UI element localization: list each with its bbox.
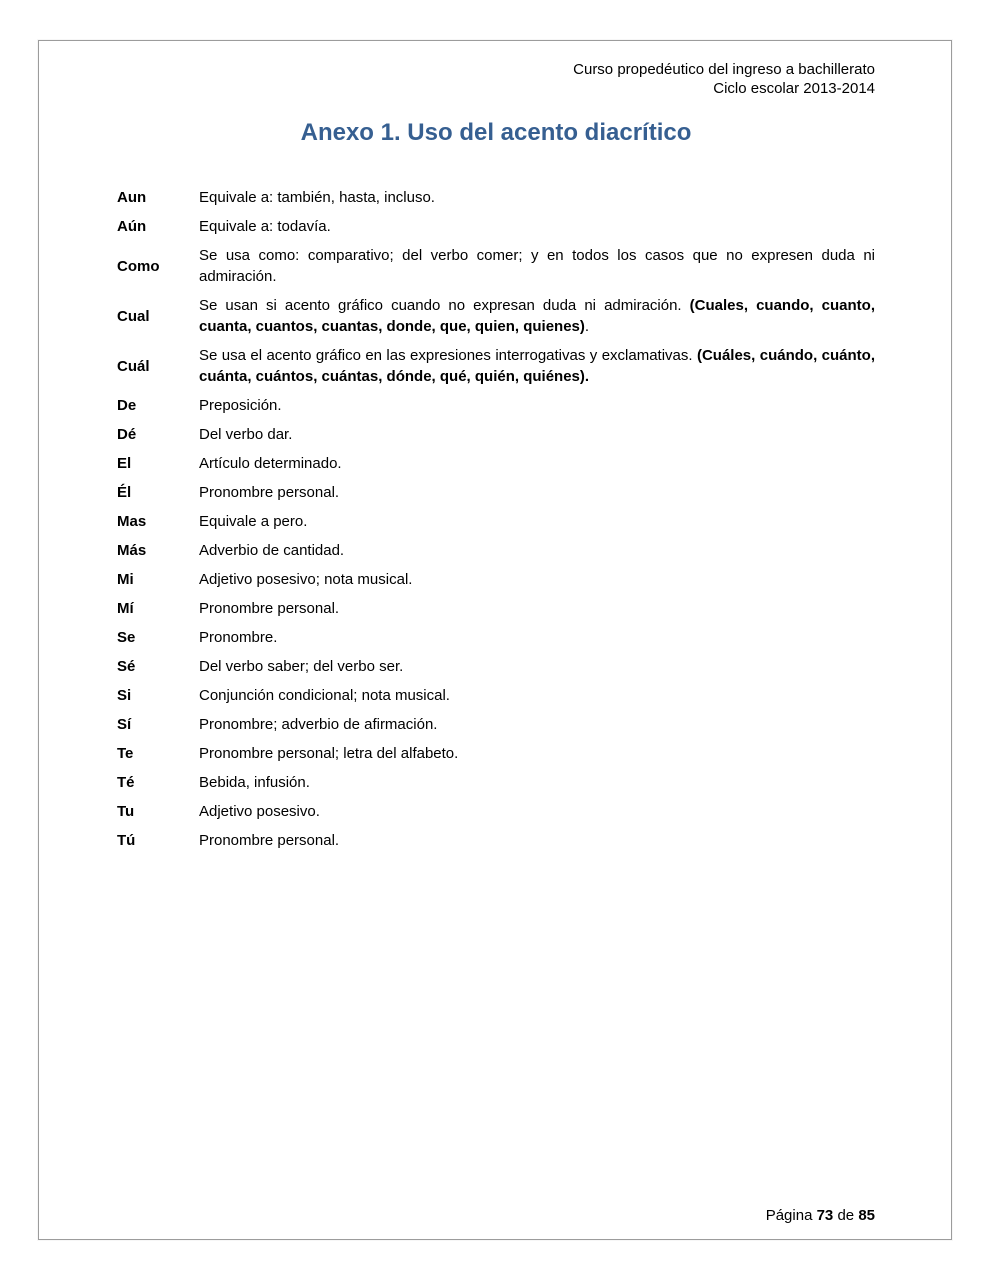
- definition-text: Pronombre personal.: [199, 484, 340, 501]
- definition-cell: [199, 507, 875, 536]
- word-cell: Mas: [117, 513, 147, 530]
- table-row: [117, 341, 875, 391]
- header-cycle-line: Ciclo escolar 2013-2014: [713, 80, 875, 97]
- definition-text: Preposición.: [199, 397, 282, 414]
- definition-cell: [199, 768, 875, 797]
- definition-cell: [199, 478, 875, 507]
- definition-text: Equivale a pero.: [199, 513, 308, 530]
- definition-cell: [199, 341, 875, 391]
- table-row: [117, 291, 875, 341]
- word-cell: Se: [117, 629, 136, 646]
- word-cell: Dé: [117, 426, 137, 443]
- page-title: Anexo 1. Uso del acento diacrítico: [300, 119, 692, 146]
- footer-label: Página: [765, 1207, 813, 1224]
- definition-cell: [199, 826, 875, 855]
- definition-text: Pronombre.: [199, 629, 278, 646]
- definition-text: Pronombre personal.: [199, 600, 340, 617]
- definition-cell: [199, 710, 875, 739]
- definition-cell: [199, 652, 875, 681]
- definitions-table: [117, 183, 875, 855]
- page-footer: [766, 1206, 875, 1225]
- word-cell: Si: [117, 687, 132, 704]
- table-row: [117, 241, 875, 291]
- definition-cell: [199, 797, 875, 826]
- table-row: [117, 594, 875, 623]
- table-row: [117, 739, 875, 768]
- definition-cell: [199, 212, 875, 241]
- word-cell: Cual: [117, 307, 150, 325]
- definition-cell: [199, 183, 875, 212]
- table-row: [117, 507, 875, 536]
- definition-text: Se usan si acento gráfico cuando no expresan duda ni admiración.: [199, 297, 690, 314]
- definition-suffix-text: .: [584, 318, 590, 335]
- definition-text: Pronombre; adverbio de afirmación.: [199, 716, 438, 733]
- definition-text: Equivale a: todavía.: [199, 218, 331, 235]
- definition-text: Equivale a: también, hasta, incluso.: [199, 189, 435, 206]
- definition-cell: [199, 536, 875, 565]
- definition-text: Adjetivo posesivo.: [199, 803, 320, 820]
- footer-page-number: 73: [816, 1207, 834, 1224]
- table-row: [117, 391, 875, 420]
- definition-cell: [199, 594, 875, 623]
- table-row: [117, 768, 875, 797]
- table-row: [117, 826, 875, 855]
- word-cell: Mi: [117, 571, 134, 588]
- table-row: [117, 797, 875, 826]
- word-cell: Tu: [117, 803, 135, 820]
- table-row: [117, 420, 875, 449]
- definition-bold-text: (Cuales, cuando, cuanto, cuanta, cuantos, cuantas, donde, que, quien, quienes): [199, 297, 875, 335]
- word-cell: De: [117, 397, 137, 414]
- word-cell: Sé: [117, 658, 136, 675]
- table-row: [117, 536, 875, 565]
- table-row: [117, 652, 875, 681]
- definitions-table-body: [117, 183, 875, 855]
- table-row: [117, 623, 875, 652]
- word-cell: Aún: [117, 218, 147, 235]
- table-row: [117, 449, 875, 478]
- word-cell: Mí: [117, 600, 134, 617]
- definition-text: Adverbio de cantidad.: [199, 542, 345, 559]
- definition-cell: [199, 391, 875, 420]
- word-cell: Te: [117, 745, 134, 762]
- definition-cell: [199, 681, 875, 710]
- word-cell: Té: [117, 774, 135, 791]
- word-cell: Él: [117, 484, 132, 501]
- definition-text: Del verbo dar.: [199, 426, 293, 443]
- table-row: [117, 478, 875, 507]
- word-cell: Aun: [117, 189, 147, 206]
- table-row: [117, 183, 875, 212]
- word-cell: Como: [117, 257, 160, 275]
- table-row: [117, 681, 875, 710]
- table-row: [117, 212, 875, 241]
- definition-text: Adjetivo posesivo; nota musical.: [199, 571, 413, 588]
- table-row: [117, 710, 875, 739]
- definition-cell: [199, 449, 875, 478]
- definition-text: Conjunción condicional; nota musical.: [199, 687, 450, 704]
- footer-total-pages: 85: [858, 1207, 875, 1224]
- document-page: [38, 40, 952, 1240]
- definition-text: Se usa el acento gráfico en las expresiones interrogativas y exclamativas.: [199, 347, 697, 364]
- definition-bold-text: (Cuáles, cuándo, cuánto, cuánta, cuántos, cuántas, dónde, qué, quién, quiénes).: [199, 347, 875, 385]
- word-cell: Tú: [117, 832, 136, 849]
- definition-cell: [199, 420, 875, 449]
- definition-cell: [199, 739, 875, 768]
- definition-cell: [199, 565, 875, 594]
- footer-of-label: de: [837, 1207, 855, 1224]
- definition-cell: [199, 623, 875, 652]
- definition-text: Del verbo saber; del verbo ser.: [199, 658, 404, 675]
- definition-cell: [199, 291, 875, 341]
- header-course-line: Curso propedéutico del ingreso a bachillerato: [573, 61, 875, 78]
- definition-text: Artículo determinado.: [199, 455, 342, 472]
- word-cell: Más: [117, 542, 147, 559]
- definition-text: Pronombre personal; letra del alfabeto.: [199, 745, 459, 762]
- definition-cell: [199, 241, 875, 291]
- word-cell: El: [117, 455, 132, 472]
- definition-text: Se usa como: comparativo; del verbo comer; y en todos los casos que no expresen duda ni admiración.: [199, 247, 875, 285]
- word-cell: Sí: [117, 716, 132, 733]
- table-row: [117, 565, 875, 594]
- page-header: [117, 60, 875, 98]
- page-content: [39, 41, 951, 855]
- definition-text: Pronombre personal.: [199, 832, 340, 849]
- definition-text: Bebida, infusión.: [199, 774, 310, 791]
- word-cell: Cuál: [117, 357, 150, 375]
